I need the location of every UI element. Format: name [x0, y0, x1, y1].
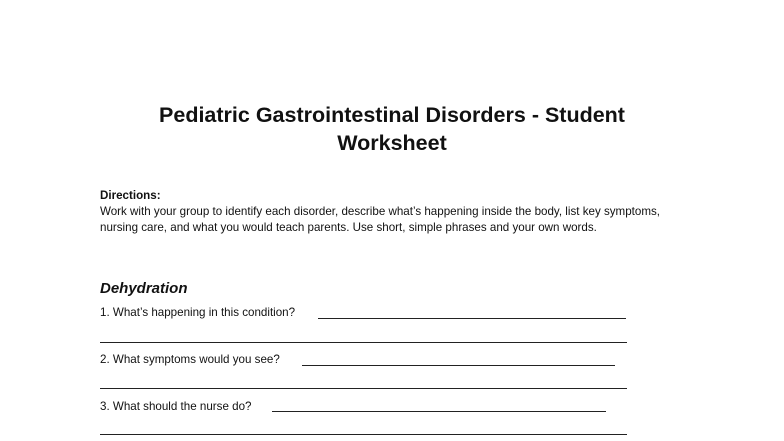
question-3-prompt: 3. What should the nurse do?: [100, 400, 252, 413]
question-1-prompt: 1. What’s happening in this condition?: [100, 306, 296, 319]
directions-label: Directions:: [100, 189, 161, 202]
page-title: [0, 101, 784, 157]
page-title-line-1: Pediatric Gastrointestinal Disorders - Student: [159, 103, 625, 127]
directions-text: Work with your group to identify each disorder, describe what’s happening inside the body, list key symptoms, nursing care, and what you would teach parents. Use short, simple phrases and your own words.: [100, 205, 661, 234]
page-title-line-2: Worksheet: [337, 131, 447, 155]
question-3-answer-line-full[interactable]: [100, 434, 627, 435]
question-2-prompt: 2. What symptoms would you see?: [100, 353, 280, 366]
question-3-answer-line-inline[interactable]: [272, 411, 606, 412]
section-heading-dehydration: Dehydration: [100, 280, 188, 297]
directions-block: [100, 188, 690, 236]
question-1-answer-line-inline[interactable]: [318, 318, 626, 319]
question-1-answer-line-full[interactable]: [100, 342, 627, 343]
question-2-answer-line-inline[interactable]: [302, 365, 615, 366]
question-2-answer-line-full[interactable]: [100, 388, 627, 389]
